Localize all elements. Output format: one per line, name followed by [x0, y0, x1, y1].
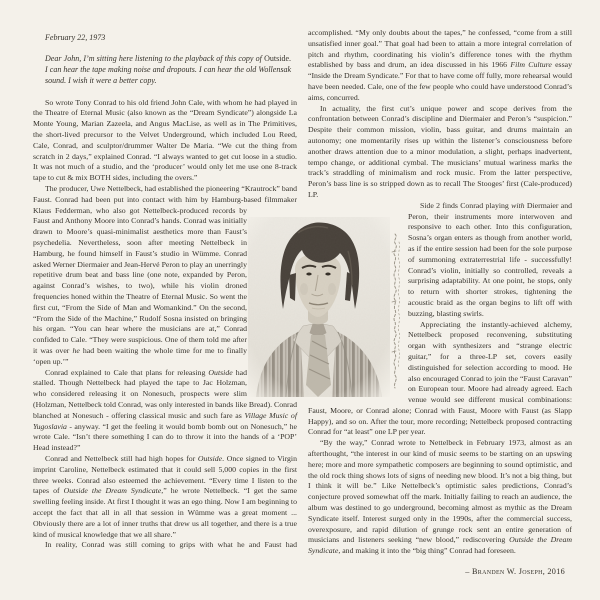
paragraph-9: Appreciating the instantly-achieved alchemy, Nettelbeck proposed reconvening, substituting organ with synthesizers and “strange electric guitar,” for a three-LP set, covers easily distinguished for selection according to mood. He also encouraged Conrad to join the “Faust Caravan” on European tour. Moore had already agreed. Each venue would see different musical combinations: Faust, Moore, or Conrad alone; Conrad with Faust, Moore with Faust (as Slapp Happy), and so on. After the tour, more recording; Nettelbeck proposed contracting Conrad for “at least” one LP per year.	[308, 319, 572, 437]
paragraph-10: “By the way,” Conrad wrote to Nettelbeck in February 1973, almost as an afterthought, “the interest in our kind of music seems to be starting on an upswing here; more and more sympathetic composers are beginning to sound optimistic, and the old rock thing shows lots of signs of needing new blood. It’s not a big thing, but I think it will be.” Like Nettelbeck’s optimistic sales predictions, Conrad’s conjecture proved somewhat off the mark. Initially failing to reach an audience, the album was destined to go underground, becoming almost as mythic as the Dream Syndicate itself. Interest surged only in the 1990s, after the commercial success, overexposure, and rapid dilution of grunge rock sent an entire generation of musicians and listeners seeking “new blood,” rediscovering Outside the Dream Syndicate, and making it into the “big thing” Conrad had foreseen.	[308, 438, 572, 556]
handwritten-annotation	[389, 232, 403, 394]
date-line: February 22, 1973	[45, 33, 106, 42]
paragraph-8: Side 2 finds Conrad playing with Diermaier and Peron, their instruments more interwoven and responsive to each other. Into this configuration, Sosna’s organ enters as though from another world, as if the entire session had been for the sole purpose of summoning extraterrestrial life - successfully! Conrad’s violin, initially so controlled, reveals a surprising adaptability. At one point, he stops, only to return with shorter strokes, tightening the acoustic braid as the organ begins to lift off with buzzing, blasting swirls.	[308, 201, 572, 320]
handwritten-annotation-marks	[389, 232, 403, 394]
edge-fade	[248, 217, 390, 397]
portrait-photo	[248, 217, 390, 397]
paragraph-4: Conrad and Nettelbeck still had high hopes for Outside. Once signed to Virgin imprint Caroline, Nettelbeck estimated that it could sell 5,000 copies in the first three weeks. Conrad also esteemed the achievement. “Every time I listen to the tapes of Outside the Dream Syndicate,” he wrote Nettelbeck. “I get the same swelling feeling inside. At first I thought it was an ego thing. Now I am beginning to accept the fact that all in all that session in Wümme was a great moment ... Obviously there are a lot of inner truths that drew us all together, and there is a true kind of musical knowledge that we all share.”	[33, 453, 297, 539]
author-signature: – Branden W. Joseph, 2016	[465, 567, 565, 577]
paragraph-6: accomplished. “My only doubts about the tapes,” he confessed, “come from a still unsatisfied inner goal.” That goal had been to attain a more integral correlation of pitch and rhythm, coordinating his violin’s difference tones with the rhythm established by bass and drum, an idea discussed in his 1966 Film Culture essay “Inside the Dream Syndicate.” For that to have come off fully, more rehearsal would have been needed. Cale, one of the few people who could have understood Conrad’s aims, concurred.	[308, 28, 572, 102]
paragraph-3: Conrad explained to Cale that plans for releasing Outside had stalled. Though Nettelbeck had played the tape to Jac Holzman, who considered releasing it on Nonesuch, prospects were slim (Holzman, Nettelbeck told Conrad, was only interested in bands like Bread). Conrad blanched at Nonesuch - offering classical music and such fare as Village Music of Yugoslavia - anyway. “I get the feeling it would bomb bomb out on Nonesuch,” he wrote Cale. “Isn’t there something I can do to throw it into the hands of a ‘POP’ Head instead?”	[33, 367, 297, 453]
paragraph-7: In actuality, the first cut’s unique power and scope derives from the confrontation between Conrad’s discipline and Diermaier and Peron’s “suspicion.” Despite their common mission, violin, bass guitar, and drums maintain an autonomy; one momentarily rises up within the listener’s consciousness before another draws attention due to a minor modulation, a slight, perhaps inadvertent, tempo change, or additional cymbal. The musicians’ mutual wariness marks the track’s straddling of minimalism and rock music. From the latter perspective, Peron’s bass line is so stripped down as to recall The Stooges’ first (Cale-produced) LP.	[308, 103, 572, 199]
paragraph-2: The producer, Uwe Nettelbeck, had established the pioneering “Krautrock” band Faust. Conrad had been put into contact with him by Hamburg-based filmmaker Klaus Fedderman, who also got Nettelbeck-produced records by Faust and Anthony Moore into Conrad’s hands. Conrad was initially drawn to Moore’s quasi-minimalist aesthetics more than Faust’s psychedelia. Nevertheless, soon after meeting Nettelbeck in Hamburg, he found himself in Faust’s studio in Wümme. Conrad asked Werner Diermaier and Jean-Hervé Peron to play an unerringly repetitive drum beat and bass line (one note, expanded by Peron, against Conrad’s wishes, to two), while his violin droned frequencies honed within the Theatre of Eternal Music. So went the first cut, “From the Side of Man and Womankind.” On the second, “From the Side of the Machine,” Rudolf Sosna insisted on bringing his organ. “You can hear where the musicians are at,” Conrad confided to Cale. “They were suspicious. One of them told me after it was over he had been waiting the whole time for me to finally ‘open up.’”	[33, 184, 297, 368]
paragraph-1: So wrote Tony Conrad to his old friend John Cale, with whom he had played in the Theatre of Eternal Music (also known as the “Dream Syndicate”) alongside La Monte Young, Marian Zazeela, and Angus MacLise, as well as in The Primitives, the short-lived precursor to the Velvet Underground, which included Lou Reed, Cale, Conrad, and sculptor/drummer Walter De Maria. “We cut the thing from scratch in 2 days,” explained Conrad. “I always wanted to get cut loose in a studio. It was not much of a studio, and the ‘producer’ would only let me use one 8-track tape to cut & mix BOTH sides, including the overs.”	[33, 97, 297, 183]
paragraph-5: In reality, Conrad was still coming to grips with what he and Faust had	[45, 540, 297, 550]
portrait-photo-graphic	[248, 217, 390, 397]
letter-excerpt: Dear John, I’m sitting here listening to the playback of this copy of Outside. I can hear the tape making noise and dropouts. I can hear the old Wollensak sound. I wish it were a better copy.	[45, 53, 291, 86]
